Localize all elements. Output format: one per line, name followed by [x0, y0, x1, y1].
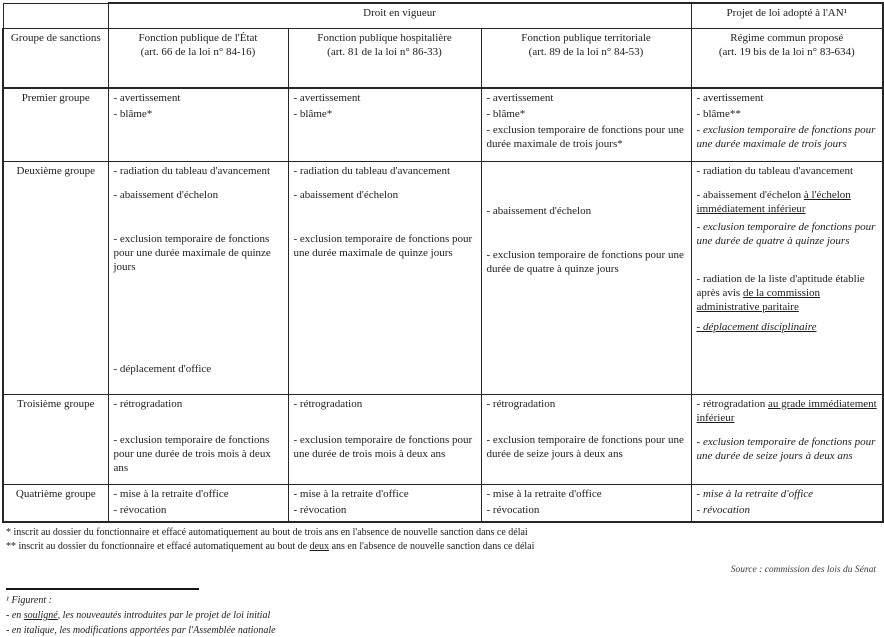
legend-items — [6, 609, 880, 637]
col-header-groupe — [3, 29, 108, 89]
table-header — [3, 3, 883, 88]
text-segment: ans en l'absence de nouvelle sanction dans ce délai — [329, 540, 535, 552]
text-segment: - blâme* — [293, 108, 333, 121]
col-header-ref: (art. 81 de la loi n° 86-33) — [327, 46, 442, 59]
sanction-item — [114, 487, 283, 501]
text-segment: - révocation — [113, 503, 167, 516]
sanction-item — [114, 397, 283, 411]
text-segment: - exclusion temporaire de fonctions pour une durée de seize jours à deux ans — [486, 433, 684, 460]
text-segment: - avertissement — [113, 92, 181, 104]
text-segment: - avertissement — [696, 92, 764, 104]
sanction-cell — [481, 88, 691, 161]
sanction-item — [697, 188, 878, 216]
sanction-item — [114, 107, 283, 121]
legend-item — [6, 609, 880, 623]
sanction-item — [114, 362, 283, 376]
col-header-name: Fonction publique de l'État — [138, 32, 258, 44]
sanction-item — [294, 232, 476, 260]
text-segment: - mise à la retraite d'office — [113, 487, 229, 500]
col-header-fpt — [481, 29, 691, 89]
text-segment: - mise à la retraite d'office — [486, 487, 602, 500]
text-segment: - exclusion temporaire de fonctions pour une durée de trois mois à deux ans — [293, 433, 473, 460]
sanction-item — [294, 164, 476, 178]
group-label-cell: Quatrième groupe — [3, 484, 108, 522]
sanction-item — [294, 91, 476, 105]
sanction-item — [697, 220, 878, 248]
legend-title: ¹ Figurent : — [6, 594, 52, 606]
col-header-name: Régime commun proposé — [730, 32, 844, 44]
sanction-item — [114, 503, 283, 517]
sanction-item — [114, 164, 283, 178]
col-header-fpe — [108, 29, 288, 89]
text-segment: - révocation — [486, 503, 540, 516]
sanction-group-row — [3, 394, 883, 484]
sanction-cell — [691, 88, 883, 161]
sanction-item — [487, 123, 686, 151]
text-segment: au grade immédiatement inférieur — [696, 397, 877, 424]
sanction-cell — [288, 484, 481, 522]
table-footnotes — [6, 526, 880, 553]
sanction-item — [697, 435, 878, 463]
table-body — [3, 88, 883, 522]
text-segment: - radiation du tableau d'avancement — [113, 164, 271, 177]
sanction-cell — [691, 394, 883, 484]
text-segment: - exclusion temporaire de fonctions pour une durée maximale de quinze jours — [113, 232, 271, 273]
text-segment: - rétrogradation — [486, 397, 556, 410]
text-segment: - radiation de la liste d'aptitude établie après avis — [696, 272, 865, 299]
col-header-regime-commun — [691, 29, 883, 89]
sanction-cell — [691, 161, 883, 394]
text-segment: - en italique, les modifications apportées par l'Assemblée nationale — [6, 624, 276, 636]
sanction-item — [697, 91, 878, 105]
text-segment: - rétrogradation — [696, 397, 768, 410]
sanction-cell — [108, 161, 288, 394]
text-segment: * inscrit au dossier du fonctionnaire et effacé automatiquement au bout de trois ans en l'absence de nouvelle sanction dans ce délai — [6, 526, 528, 538]
sanction-cell — [108, 484, 288, 522]
sanction-item — [487, 487, 686, 501]
sanction-item — [114, 232, 283, 274]
group-label-cell: Deuxième groupe — [3, 161, 108, 394]
text-segment: deux — [309, 540, 330, 552]
col-header-name: Fonction publique hospitalière — [317, 32, 452, 44]
text-segment: - rétrogradation — [293, 397, 363, 410]
text-segment: - radiation du tableau d'avancement — [293, 164, 451, 177]
sanction-item — [294, 188, 476, 202]
text-segment: - abaissement d'échelon — [293, 188, 399, 201]
text-segment: ** inscrit au dossier du fonctionnaire et effacé automatiquement au bout de — [6, 540, 310, 552]
footnote-line — [6, 540, 880, 553]
sanction-cell — [288, 394, 481, 484]
sanction-item — [114, 188, 283, 202]
text-segment: - en — [6, 610, 24, 622]
sanction-item — [697, 107, 878, 121]
sanction-item — [294, 503, 476, 517]
blank-corner-cell — [3, 3, 108, 29]
text-segment: - avertissement — [293, 92, 361, 104]
text-segment: - abaissement d'échelon — [113, 188, 219, 201]
text-segment: - révocation — [293, 503, 347, 516]
text-segment: - blâme* — [113, 108, 153, 121]
sanction-item — [487, 433, 686, 461]
sanction-item — [294, 397, 476, 411]
sanction-cell — [288, 88, 481, 161]
below-table-area — [2, 523, 882, 637]
sanction-item — [487, 503, 686, 517]
text-segment: - révocation — [696, 503, 750, 516]
sanction-item — [697, 320, 878, 334]
text-segment: de la commission administrative paritaire — [696, 286, 820, 314]
sanction-item — [697, 164, 878, 178]
sanction-item — [114, 433, 283, 475]
sanction-item — [697, 123, 878, 151]
text-segment: - exclusion temporaire de fonctions pour une durée maximale de trois jours* — [486, 124, 684, 151]
sanction-item — [487, 248, 686, 276]
text-segment: - avertissement — [486, 92, 554, 104]
text-segment: - exclusion temporaire de fonctions pour une durée de quatre à quinze jours — [486, 248, 684, 275]
header-band-row — [3, 3, 883, 29]
text-segment: à l'échelon immédiatement inférieur — [696, 188, 851, 215]
text-segment: souligné — [23, 610, 58, 622]
sanction-item — [697, 272, 878, 314]
text-segment: - mise à la retraite d'office — [293, 487, 409, 500]
text-segment: - abaissement d'échelon — [696, 188, 804, 201]
sanction-item — [114, 91, 283, 105]
text-segment: - rétrogradation — [113, 397, 183, 410]
sanction-item — [487, 91, 686, 105]
text-segment: - déplacement d'office — [113, 362, 212, 375]
sanction-item — [697, 503, 878, 517]
sanction-cell — [691, 484, 883, 522]
col-header-ref: (art. 66 de la loi n° 84-16) — [140, 46, 256, 59]
text-segment: - blâme* — [486, 108, 526, 121]
sanction-item — [697, 487, 878, 501]
text-segment: - exclusion temporaire de fonctions pour une durée maximale de trois jours — [696, 124, 876, 151]
sanction-cell — [108, 88, 288, 161]
sanction-cell — [108, 394, 288, 484]
text-segment: , les nouveautés introduites par le projet de loi initial — [57, 610, 271, 622]
text-segment: - radiation du tableau d'avancement — [696, 164, 854, 177]
group-label-cell: Premier groupe — [3, 88, 108, 161]
col-header-ref: (art. 89 de la loi n° 84-53) — [528, 46, 644, 59]
text-segment: - exclusion temporaire de fonctions pour une durée de trois mois à deux ans — [113, 433, 271, 474]
sanction-group-row — [3, 88, 883, 161]
sanction-cell — [481, 484, 691, 522]
text-segment: - abaissement d'échelon — [486, 204, 592, 217]
sanction-item — [294, 107, 476, 121]
group-label-cell: Troisième groupe — [3, 394, 108, 484]
legend-item — [6, 624, 880, 637]
sanction-cell — [481, 161, 691, 394]
droit-en-vigueur-header: Droit en vigueur — [108, 3, 691, 29]
sanction-item — [294, 433, 476, 461]
sanction-item — [487, 107, 686, 121]
text-segment: - déplacement disciplinaire — [696, 321, 817, 334]
text-segment: - exclusion temporaire de fonctions pour une durée maximale de quinze jours — [293, 232, 473, 259]
text-segment: - exclusion temporaire de fonctions pour une durée de seize jours à deux ans — [696, 435, 876, 462]
sanction-group-row — [3, 484, 883, 522]
sanction-item — [697, 397, 878, 425]
footnote-separator — [6, 588, 199, 590]
source-line: Source : commission des lois du Sénat — [730, 564, 876, 575]
column-header-row — [3, 29, 883, 89]
footnote-line — [6, 526, 880, 539]
sanction-item — [487, 397, 686, 411]
sanctions-table — [2, 2, 884, 523]
sanction-group-row — [3, 161, 883, 394]
col-header-ref: (art. 19 bis de la loi n° 83-634) — [718, 46, 855, 59]
text-segment: - exclusion temporaire de fonctions pour une durée de quatre à quinze jours — [696, 220, 876, 247]
text-segment: - mise à la retraite d'office — [696, 487, 814, 500]
sanction-item — [294, 487, 476, 501]
text-segment: - blâme** — [696, 108, 741, 121]
col-header-fph — [288, 29, 481, 89]
sanction-cell — [288, 161, 481, 394]
col-header-name: Groupe de sanctions — [10, 32, 101, 44]
sanction-cell — [481, 394, 691, 484]
sanction-item — [487, 204, 686, 218]
legend-block — [6, 594, 880, 637]
projet-de-loi-header: Projet de loi adopté à l'AN¹ — [691, 3, 883, 29]
col-header-name: Fonction publique territoriale — [521, 32, 651, 44]
